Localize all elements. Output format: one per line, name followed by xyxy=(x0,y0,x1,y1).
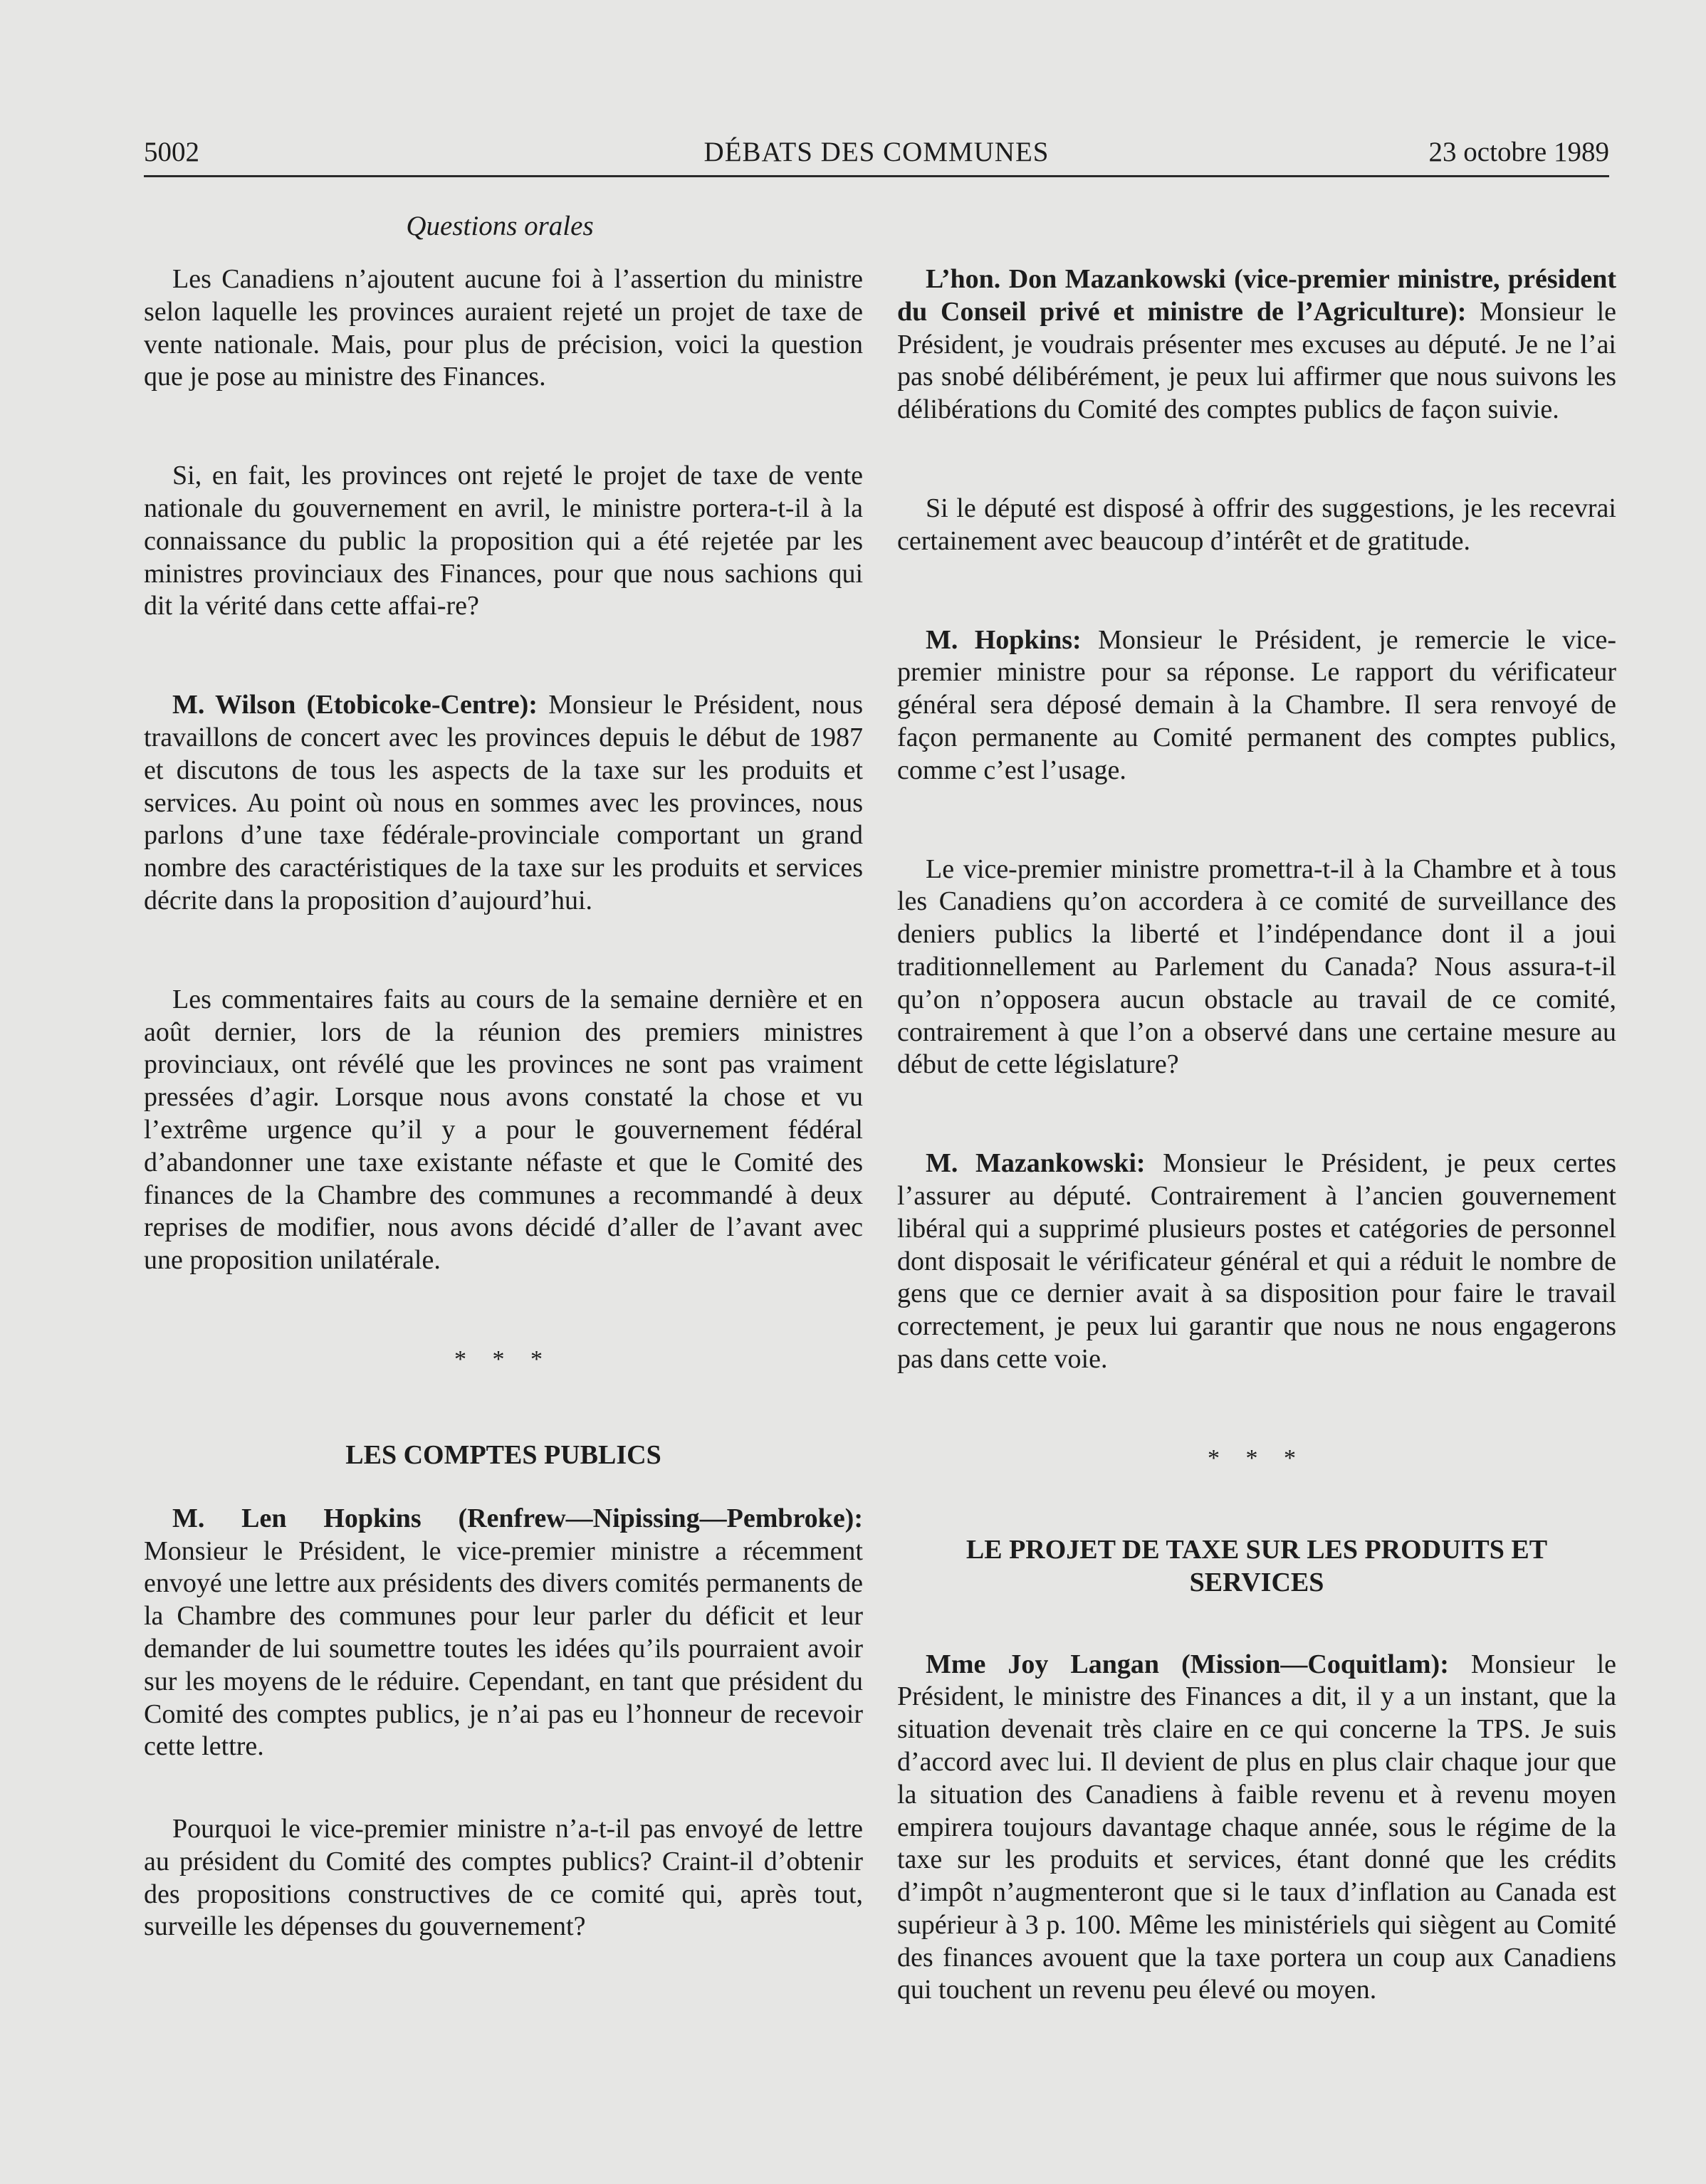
page-header xyxy=(144,132,1609,177)
paragraph: Les commentaires faits au cours de la semaine dernière et en août dernier, lors de la réunion des premiers ministres provinciaux, ont révélé que les provinces ne sont pas vraiment pressées d’agir. Lorsque nous avons constaté la chose et vu l’extrême urgence qu’il y a pour le gouvernement fédéral d’abandonner une taxe existante néfaste et que le Comité des finances de la Chambre des communes a recommandé à deux reprises de modifier, nous avons décidé d’aller de l’avant avec une proposition unilatérale. xyxy=(144,984,863,1276)
speech-paragraph xyxy=(897,1649,1616,2007)
speech-text: Monsieur le Président, je remercie le vice-premier ministre pour sa réponse. Le rapport du vérificateur général sera déposé demain à la Chambre. Il sera renvoyé de façon permanente au Comité permanent des comptes publics, comme c’est l’usage. xyxy=(897,624,1616,785)
speaker-name: M. Hopkins: xyxy=(926,624,1082,655)
issue-date: 23 octobre 1989 xyxy=(1428,137,1609,167)
speech-paragraph xyxy=(897,263,1616,426)
speech-text: Monsieur le Président, le ministre des Finances a dit, il y a un instant, que la situation devenait très claire en ce qui concerne la TPS. Je suis d’accord avec lui. Il devient de plus en plus clair chaque jour que la situation des Canadiens à faible revenu et à revenu moyen empirera toujours davantage chaque année, sous le régime de la taxe sur les produits et services, étant donné que les crédits d’impôt n’augmenteront que si le taux d’inflation au Canada est supérieur à 3 p. 100. Même les ministériels qui siègent au Comité des finances avouent que la taxe portera un coup aux Canadiens qui touchent un revenu peu élevé ou moyen. xyxy=(897,1649,1617,2005)
paragraph: Pourquoi le vice-premier ministre n’a-t-il pas envoyé de lettre au président du Comité des comptes publics? Craint-il d’obtenir des propositions constructives de ce comité qui, après tout, surveille les dépenses du gouvernement? xyxy=(144,1814,863,1942)
speech-paragraph xyxy=(144,1503,863,1763)
speech-paragraph xyxy=(897,624,1616,787)
section-separator: * * * xyxy=(1208,1444,1306,1471)
publication-title: DÉBATS DES COMMUNES xyxy=(703,137,1050,167)
speech-text: Monsieur le Président, nous travaillons de concert avec les provinces depuis le début de 1987 et discutons de tous les aspects de la taxe sur les produits et services. Au point où nous en sommes avec les provinces, nous parlons d’une taxe fédérale-provinciale comportant un grand nombre des caractéristiques de la taxe sur les produits et services décrite dans la proposition d’aujourd’hui. xyxy=(144,690,863,915)
section-title: LES COMPTES PUBLICS xyxy=(345,1439,661,1470)
speech-paragraph xyxy=(144,689,863,918)
speech-paragraph xyxy=(897,1148,1616,1376)
speaker-name: L’hon. Don Mazankowski (vice-premier ministre, président du Conseil privé et ministre de l’Agriculture): xyxy=(897,264,1616,327)
section-title: LE PROJET DE TAXE SUR LES PRODUITS ET SERVICES xyxy=(965,1534,1548,1597)
speaker-name: M. Wilson (Etobicoke-Centre): xyxy=(172,690,538,720)
speaker-name: M. Mazankowski: xyxy=(926,1148,1146,1179)
speaker-name: M. Len Hopkins (Renfrew—Nipissing—Pembroke): xyxy=(172,1503,863,1533)
speech-text: Monsieur le Président, je voudrais présenter mes excuses au député. Je ne l’ai pas snobé délibérément, je peux lui affirmer que nous suivons les délibérations du Comité des comptes publics de façon suivie. xyxy=(897,296,1616,425)
page-number: 5002 xyxy=(144,137,199,167)
paragraph: Si le député est disposé à offrir des suggestions, je les recevrai certainement avec beaucoup d’intérêt et de gratitude. xyxy=(897,493,1616,556)
speech-text: Monsieur le Président, je peux certes l’assurer au député. Contrairement à l’ancien gouvernement libéral qui a supprimé plusieurs postes et catégories de personnel dont disposait le vérificateur général et qui a réduit le nombre de gens que ce dernier avait à sa disposition pour faire le travail correctement, je peux lui garantir que nous ne nous engagerons pas dans cette voie. xyxy=(897,1148,1616,1374)
right-column xyxy=(897,263,1616,2073)
section-subheading: Questions orales xyxy=(406,211,594,241)
section-separator: * * * xyxy=(454,1345,553,1372)
speech-text: Monsieur le Président, le vice-premier ministre a récemment envoyé une lettre aux présidents des divers comités permanents de la Chambre des communes pour leur parler du déficit et leur demander de lui soumettre toutes les idées qu’ils pourraient avoir sur les moyens de le réduire. Cependant, en tant que président du Comité des comptes publics, je n’ai pas eu l’honneur de recevoir cette lettre. xyxy=(144,1535,863,1762)
paragraph: Si, en fait, les provinces ont rejeté le projet de taxe de vente nationale du gouvernement en avril, le ministre portera-t-il à la connaissance du public la proposition qui a été rejetée par les ministres provinciaux des Finances, pour que nous sachions qui dit la vérité dans cette affai-re? xyxy=(144,461,863,621)
left-column xyxy=(144,263,863,2010)
paragraph: Le vice-premier ministre promettra-t-il à la Chambre et à tous les Canadiens qu’on accordera à ce comité de surveillance des deniers publics la liberté et l’indépendance dont il a joui traditionnellement au Parlement du Canada? Nous assura-t-il qu’on n’opposera aucun obstacle au travail de ce comité, contrairement à que l’on a observé dans une certaine mesure au début de cette législature? xyxy=(897,854,1616,1080)
paragraph: Les Canadiens n’ajoutent aucune foi à l’assertion du ministre selon laquelle les provinces auraient rejeté un projet de taxe de vente nationale. Mais, pour plus de précision, voici la question que je pose au ministre des Finances. xyxy=(144,264,863,392)
speaker-name: Mme Joy Langan (Mission—Coquitlam): xyxy=(926,1649,1449,1679)
